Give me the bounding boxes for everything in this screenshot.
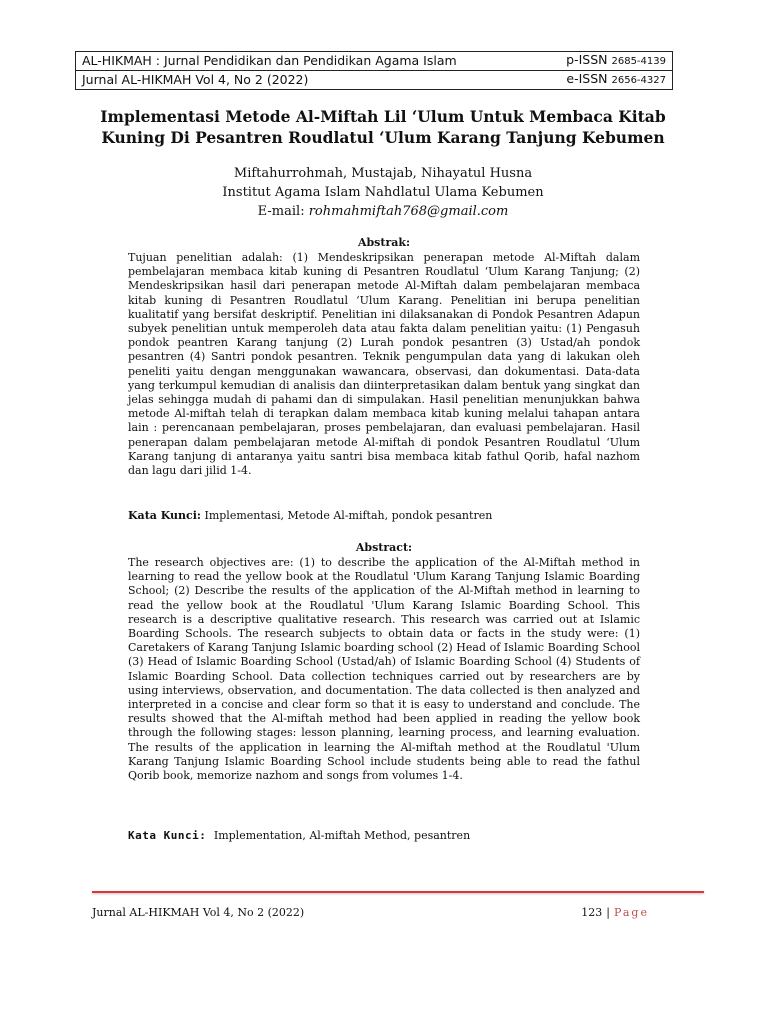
email-address[interactable]: rohmahmiftah768@gmail.com — [308, 204, 509, 219]
footer-rule — [92, 891, 704, 893]
e-issn: e-ISSN 2656-4327 — [566, 71, 666, 86]
page-label: Page — [613, 906, 649, 919]
journal-issue: Jurnal AL-HIKMAH Vol 4, No 2 (2022) — [82, 72, 309, 87]
journal-header-row-1 — [76, 52, 672, 70]
paper-title-line-1: Implementasi Metode Al-Miftah Lil ‘Ulum Untuk Membaca Kitab — [100, 107, 666, 126]
abstract-heading: Abstract: — [355, 541, 413, 554]
abstract-text: The research objectives are: (1) to describe the application of the Al-Miftah method in learning to read the yellow book at the Roudlatul 'Ulum Karang Tanjung Islamic Boarding School; (2) Describe the results of the application of the Al-Miftah method in learning to read the yellow book at the Roudlatul 'Ulum Karang Islamic Boarding School. This research is a descriptive qualitative research. This research was carried out at Islamic Boarding Schools. The research subjects to obtain data or facts in the study were: (1) Caretakers of Karang Tanjung Islamic boarding school (2) Head of Islamic Boarding School (3) Head of Islamic Boarding School (Ustad/ah) of Islamic Boarding School (4) Students of Islamic Boarding School. Data collection techniques carried out by researchers are by using interviews, observation, and documentation. The data collected is then analyzed and interpreted in a concise and clear form so that it is easy to understand and conclude. The results showed that the Al-miftah method had been applied in reading the yellow book through the following stages: lesson planning, learning process, and learning evaluation. The results of the application in learning the Al-miftah method at the Roudlatul 'Ulum Karang Tanjung Islamic Boarding School include students being able to read the fathul Qorib book, memorize nazhom and songs from volumes 1-4. — [128, 556, 640, 783]
author-names: Miftahurrohmah, Mustajab, Nihayatul Husna — [233, 166, 533, 181]
abstrak-keywords — [128, 509, 640, 523]
abstrak-text: Tujuan penelitian adalah: (1) Mendeskripsikan penerapan metode Al-Miftah dalam pembelajaran membaca kitab kuning di Pesantren Roudlatul ‘Ulum Karang Tanjung; (2) Mendeskripsikan hasil dari penerapan metode Al-Miftah dalam pembelajaran membaca kitab kuning di Pesantren Roudlatul ‘Ulum Karang. Penelitian ini berupa penelitian kualitatif yang bersifat deskriptif. Penelitian ini dilaksanakan di Pondok Pesantren Adapun subyek penelitian untuk memperoleh data atau fakta dalam penelitian yaitu: (1) Pengasuh pondok peantren Karang tanjung (2) Lurah pondok pesantren (3) Ustad/ah pondok pesantren (4) Santri pondok pesantren. Teknik pengumpulan data yang di lakukan oleh peneliti yaitu dengan menggunakan wawancara, observasi, dan dokumentasi. Data-data yang terkumpul kemudian di analisis dan diinterpretasikan dalam bentuk yang singkat dan jelas sehingga mudah di pahami dan di simpulakan. Hasil penelitian menunjukkan bahwa metode Al-miftah telah di terapkan dalam membaca kitab kuning melalui tahapan antara lain : perencanaan pembelajaran, proses pembelajaran, dan evaluasi pembelajaran. Hasil penerapan dalam pembelajaran metode Al-miftah di pondok Pesantren Roudlatul ‘Ulum Karang tanjung di antaranya yaitu santri bisa membaca kitab fathul Qorib, hafal nazhom dan lagu dari jilid 1-4. — [128, 251, 640, 478]
paper-title — [70, 106, 696, 148]
abstract-keywords-value: Implementation, Al-miftah Method, pesantren — [213, 829, 471, 842]
abstract-keywords-label: Kata Kunci: — [128, 829, 207, 842]
abstract-keywords — [128, 829, 640, 843]
journal-header-row-2 — [76, 70, 672, 89]
journal-header-box — [75, 51, 673, 90]
author-block — [70, 164, 696, 221]
page-number-block — [581, 906, 649, 920]
page-number: 123 — [581, 906, 603, 919]
abstrak-heading: Abstrak: — [357, 236, 411, 249]
page-footer — [92, 906, 649, 920]
email-label: E-mail: — [257, 204, 305, 219]
paper-title-line-2: Kuning Di Pesantren Roudlatul ‘Ulum Karang Tanjung Kebumen — [101, 128, 665, 147]
p-issn: p-ISSN 2685-4139 — [566, 52, 666, 67]
abstrak-keywords-value: Implementasi, Metode Al-miftah, pondok pesantren — [204, 509, 493, 522]
footer-issue: Jurnal AL-HIKMAH Vol 4, No 2 (2022) — [92, 906, 305, 919]
abstrak-keywords-label: Kata Kunci: — [128, 509, 201, 522]
page-separator: | — [606, 906, 610, 919]
journal-name: AL-HIKMAH : Jurnal Pendidikan dan Pendidikan Agama Islam — [82, 53, 457, 68]
author-institution: Institut Agama Islam Nahdlatul Ulama Kebumen — [222, 185, 544, 200]
author-email-line — [70, 202, 696, 221]
